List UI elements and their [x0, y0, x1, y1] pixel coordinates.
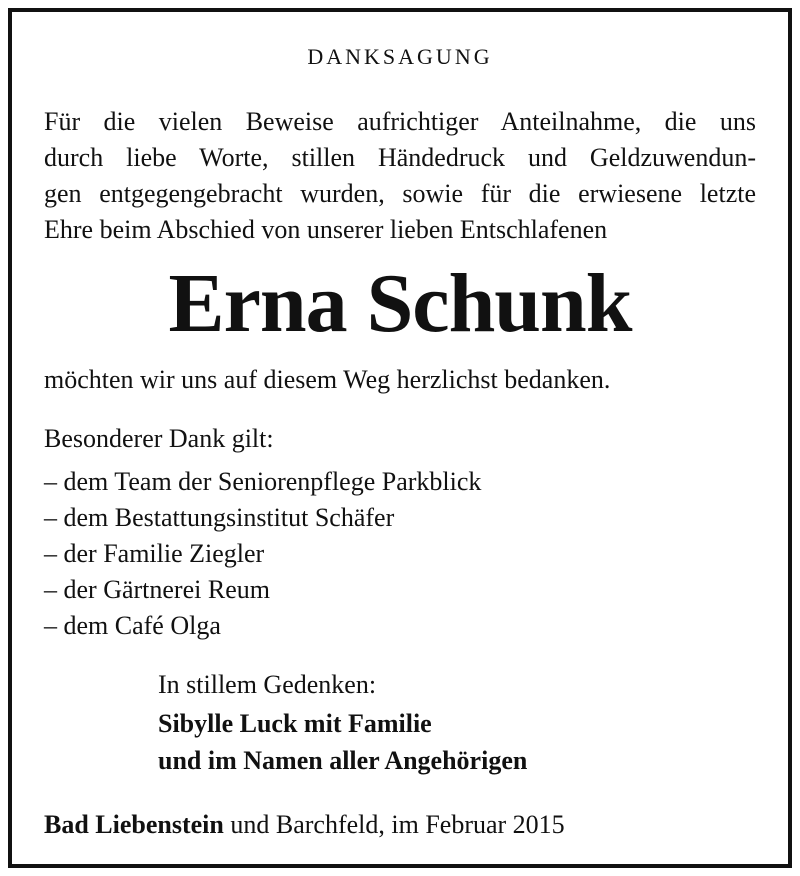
- thanks-item: – dem Team der Seniorenpflege Parkblick: [44, 467, 482, 496]
- intro-line: durch liebe Worte, stillen Händedruck und Geldzuwendun-: [44, 143, 756, 172]
- place-date-rest: und Barchfeld, im Februar 2015: [223, 810, 565, 839]
- notice-heading: DANKSAGUNG: [307, 44, 493, 69]
- intro-paragraph: [44, 104, 756, 248]
- memory-label: In stillem Gedenken:: [158, 670, 377, 699]
- intro-line: Für die vielen Beweise aufrichtiger Anteilnahme, die uns: [44, 107, 756, 136]
- deceased-name: Erna Schunk: [168, 257, 632, 350]
- signatory-line: und im Namen aller Angehörigen: [158, 746, 528, 775]
- thanks-line: möchten wir uns auf diesem Weg herzlichst bedanken.: [44, 365, 611, 394]
- thanks-item: – dem Café Olga: [44, 611, 221, 640]
- thanks-item: – der Familie Ziegler: [44, 539, 265, 568]
- place-date: [44, 812, 565, 838]
- intro-line: gen entgegengebracht wurden, sowie für die erwiesene letzte: [44, 179, 756, 208]
- place-name: Bad Liebenstein: [44, 810, 224, 839]
- thanks-item: – dem Bestattungsinstitut Schäfer: [44, 503, 395, 532]
- special-thanks-label: Besonderer Dank gilt:: [44, 424, 274, 453]
- intro-line: Ehre beim Abschied von unserer lieben Entschlafenen: [44, 215, 608, 244]
- signatory-line: Sibylle Luck mit Familie: [158, 709, 432, 738]
- thanks-item: – der Gärtnerei Reum: [44, 575, 270, 604]
